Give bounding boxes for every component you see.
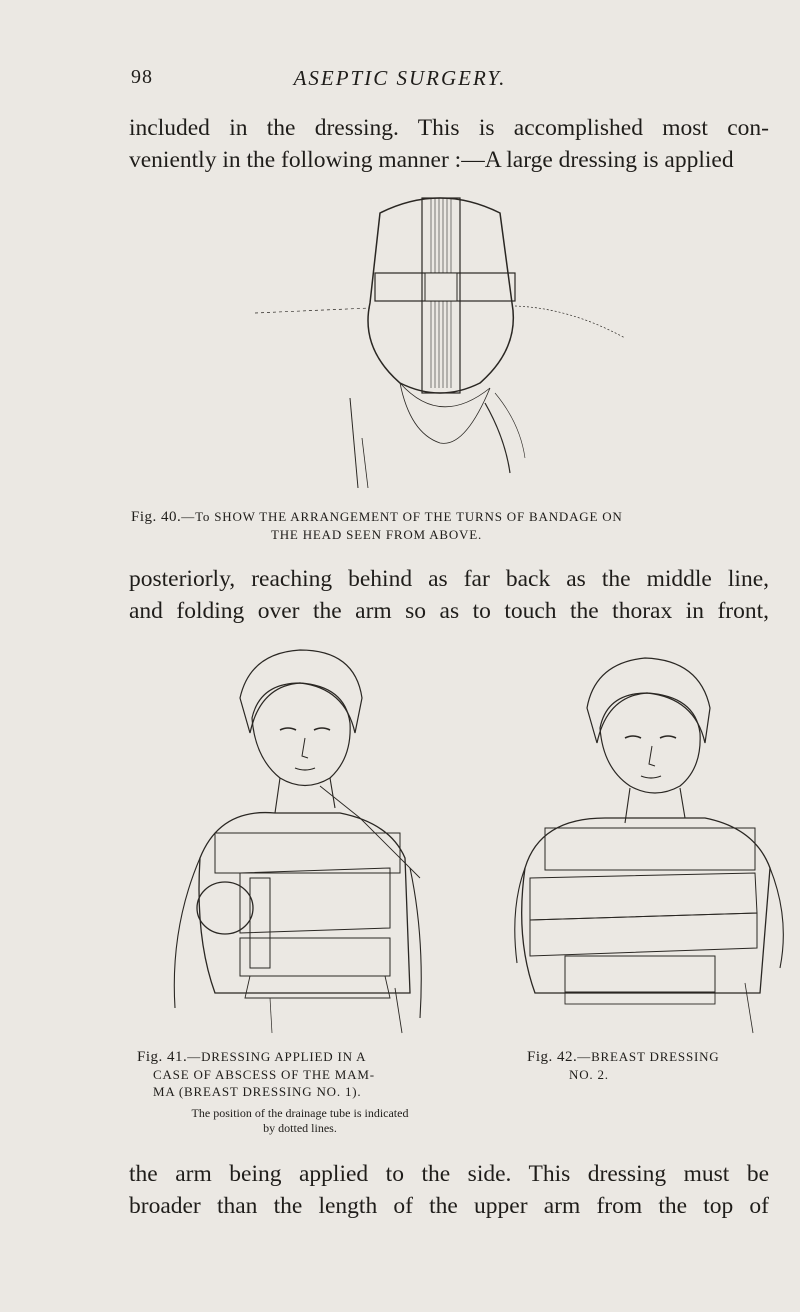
paragraph-1-line-2: veniently in the following manner :—A large dressing is applied	[129, 147, 734, 173]
figure-41-note	[130, 1106, 470, 1136]
paragraph-1	[129, 112, 769, 176]
figure-42-caption	[527, 1048, 787, 1083]
figure-40-caption	[131, 508, 771, 543]
figure-42-illustration	[495, 638, 790, 1038]
figure-40-caption-line-1: —To SHOW THE ARRANGEMENT OF THE TURNS OF BANDAGE ON	[181, 509, 623, 524]
running-head: ASEPTIC SURGERY.	[293, 66, 507, 90]
figure-41-caption	[137, 1048, 467, 1100]
figure-41-illustration	[140, 638, 460, 1038]
paragraph-2-line-1: posteriorly, reaching behind as far back as the middle line,	[129, 566, 769, 592]
figure-42-label: Fig. 42.	[527, 1049, 578, 1065]
figure-42-caption-line-1: —BREAST DRESSING	[577, 1049, 720, 1064]
figure-41-caption-line-1: —DRESSING APPLIED IN A	[187, 1049, 367, 1064]
figure-41-note-line-1: The position of the drainage tube is indicated	[191, 1106, 409, 1120]
figure-41-note-line-2: by dotted lines.	[263, 1121, 337, 1135]
paragraph-1-line-1: included in the dressing. This is accomplished most con-	[129, 115, 769, 141]
figure-40-illustration	[250, 188, 630, 498]
paragraph-3-line-1: the arm being applied to the side. This dressing must be	[129, 1161, 769, 1187]
page-number: 98	[131, 66, 153, 88]
figure-41-caption-line-2: CASE OF ABSCESS OF THE MAM-	[153, 1067, 375, 1082]
figure-41-label: Fig. 41.	[137, 1049, 188, 1065]
figure-42-caption-line-2: NO. 2.	[569, 1067, 609, 1082]
paragraph-3-line-2: broader than the length of the upper arm from the top of	[129, 1193, 769, 1219]
paragraph-3	[129, 1158, 769, 1222]
figure-41-caption-line-3: MA (BREAST DRESSING NO. 1).	[153, 1084, 362, 1099]
figure-40-label: Fig. 40.	[131, 509, 182, 525]
paragraph-2	[129, 563, 769, 627]
page-header	[0, 66, 800, 96]
figure-40-caption-line-2: THE HEAD SEEN FROM ABOVE.	[271, 527, 483, 542]
paragraph-2-line-2: and folding over the arm so as to touch the thorax in front,	[129, 598, 769, 624]
